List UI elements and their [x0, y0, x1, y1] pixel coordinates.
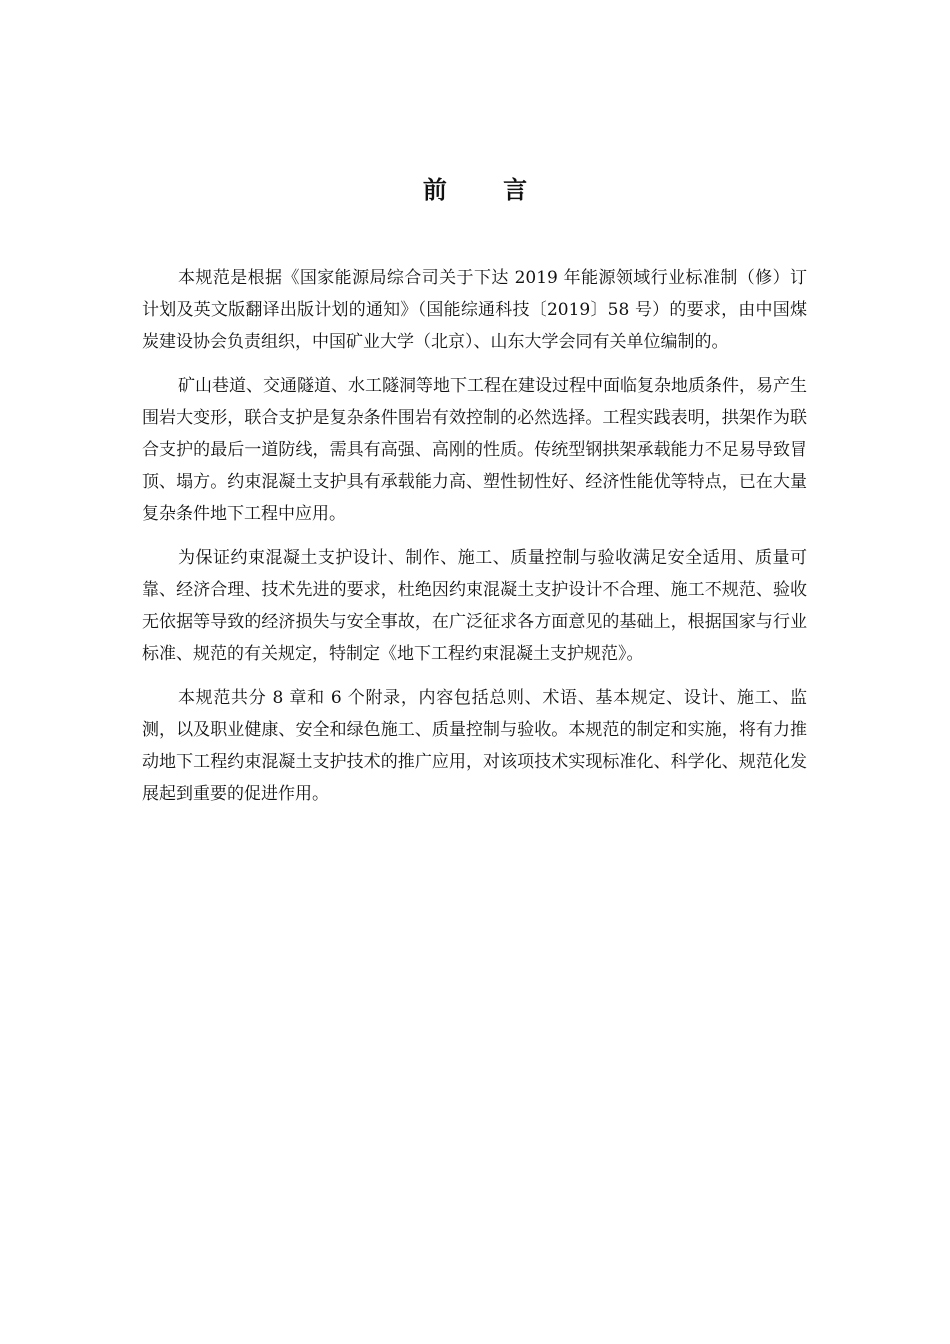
- page-title: 前 言: [422, 176, 552, 204]
- paragraph-1: 本规范是根据《国家能源局综合司关于下达 2019 年能源领域行业标准制（修）订计划及英文版翻译出版计划的通知》（国能综通科技〔2019〕58 号）的要求，由中国煤炭建设协会负责组织，中国矿业大学（北京）、山东大学会同有关单位编制的。: [142, 268, 807, 352]
- paragraph-4: 本规范共分 8 章和 6 个附录，内容包括总则、术语、基本规定、设计、施工、监测，以及职业健康、安全和绿色施工、质量控制与验收。本规范的制定和实施，将有力推动地下工程约束混凝土支护技术的推广应用，对该项技术实现标准化、科学化、规范化发展起到重要的促进作用。: [142, 688, 807, 804]
- paragraph-2: 矿山巷道、交通隧道、水工隧洞等地下工程在建设过程中面临复杂地质条件，易产生围岩大变形，联合支护是复杂条件围岩有效控制的必然选择。工程实践表明，拱架作为联合支护的最后一道防线，需具有高强、高刚的性质。传统型钢拱架承载能力不足易导致冒顶、塌方。约束混凝土支护具有承载能力高、塑性韧性好、经济性能优等特点，已在大量复杂条件地下工程中应用。: [142, 376, 807, 524]
- preface-body: [142, 262, 807, 822]
- paragraph-3: 为保证约束混凝土支护设计、制作、施工、质量控制与验收满足安全适用、质量可靠、经济合理、技术先进的要求，杜绝因约束混凝土支护设计不合理、施工不规范、验收无依据等导致的经济损失与安全事故，在广泛征求各方面意见的基础上，根据国家与行业标准、规范的有关规定，特制定《地下工程约束混凝土支护规范》。: [142, 548, 807, 664]
